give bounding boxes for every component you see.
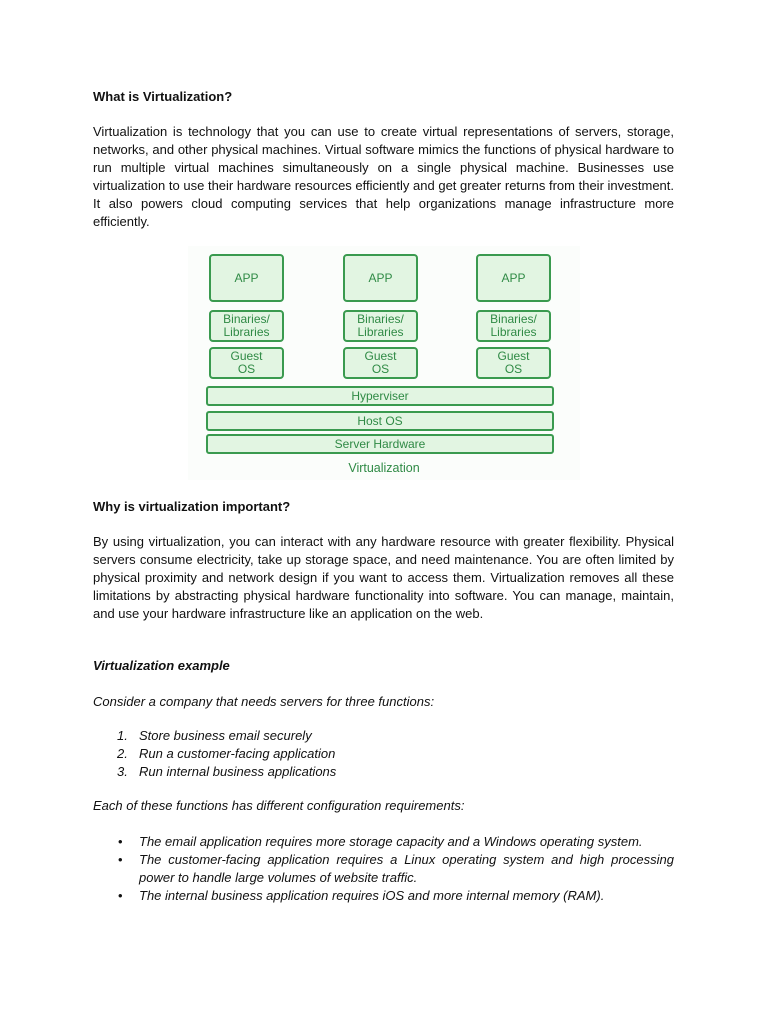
list-item: 3. Run internal business applications xyxy=(117,764,337,779)
virtualization-diagram xyxy=(188,246,580,480)
heading-why-important: Why is virtualization important? xyxy=(93,499,291,514)
binaries-libraries-box: Binaries/ Libraries xyxy=(209,310,284,342)
paragraph-config-intro: Each of these functions has different configuration requirements: xyxy=(93,798,465,813)
diagram-caption: Virtualization xyxy=(348,461,420,475)
binaries-libraries-box: Binaries/ Libraries xyxy=(476,310,551,342)
heading-virtualization-example: Virtualization example xyxy=(93,658,230,673)
binaries-libraries-box: Binaries/ Libraries xyxy=(343,310,418,342)
heading-what-is-virtualization: What is Virtualization? xyxy=(93,89,233,104)
requirements-list xyxy=(93,833,674,905)
paragraph-why-important: By using virtualization, you can interact with any hardware resource with greater flexibility. Physical servers consume electricity, take up storage space, and need maintenance. You are often limited by physical proximity and network design if you want to access them. Virtualization removes all these limitations by abstracting physical hardware functionality into software. You can manage, maintain, and use your hardware infrastructure like an application on the web. xyxy=(93,534,674,621)
server-hardware-bar: Server Hardware xyxy=(206,434,554,454)
paragraph-virtualization-definition: Virtualization is technology that you can use to create virtual representations of servers, storage, networks, and other physical machines. Virtual software mimics the functions of physical hardware to run multiple virtual machines simultaneously on a single physical machine. Businesses use virtualization to use their hardware resources efficiently and get greater returns from their investment. It also powers cloud computing services that help organizations manage infrastructure more efficiently. xyxy=(93,124,674,229)
guest-os-box: Guest OS xyxy=(209,347,284,379)
app-box: APP xyxy=(209,254,284,302)
paragraph-example-intro: Consider a company that needs servers for three functions: xyxy=(93,694,435,709)
guest-os-box: Guest OS xyxy=(343,347,418,379)
host-os-bar: Host OS xyxy=(206,411,554,431)
list-item: 1. Store business email securely xyxy=(117,728,312,743)
list-item: • The email application requires more storage capacity and a Windows operating system. xyxy=(118,834,643,849)
guest-os-box: Guest OS xyxy=(476,347,551,379)
list-item: • The internal business application requires iOS and more internal memory (RAM). xyxy=(118,888,605,903)
functions-list xyxy=(93,727,674,781)
list-item: 2. Run a customer-facing application xyxy=(117,746,336,761)
app-box: APP xyxy=(476,254,551,302)
hypervisor-bar: Hyperviser xyxy=(206,386,554,406)
app-box: APP xyxy=(343,254,418,302)
list-item: • The customer-facing application requires a Linux operating system and high processing power to handle large volumes of website traffic. xyxy=(118,852,674,885)
